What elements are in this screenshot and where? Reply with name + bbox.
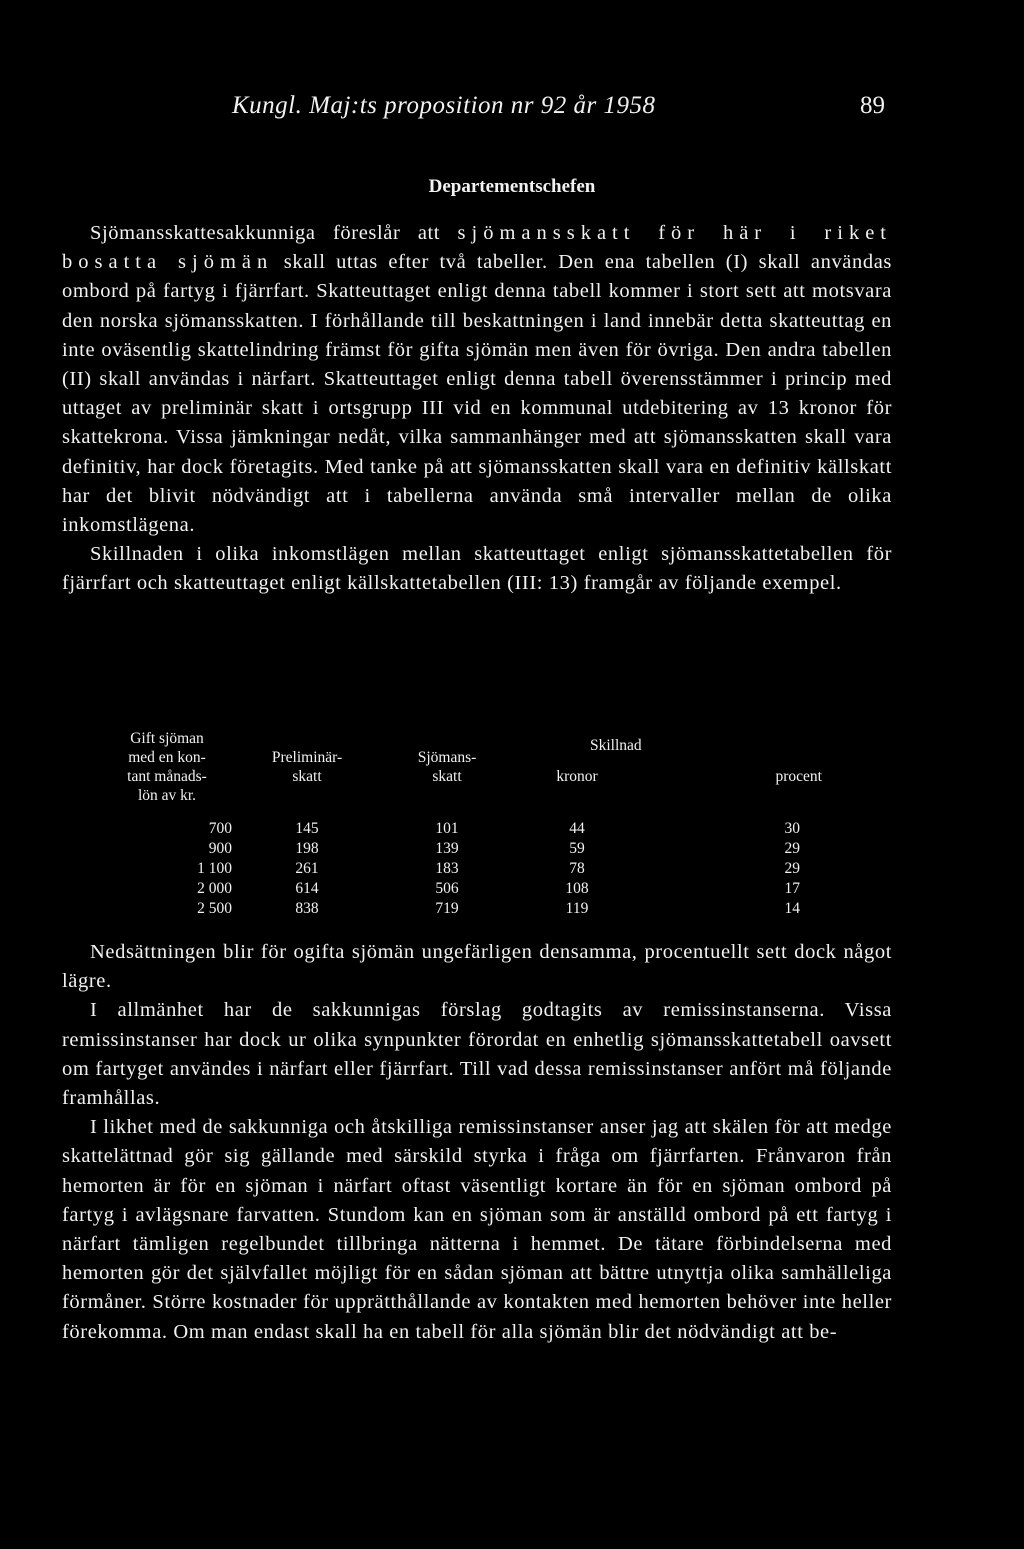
closing-paragraph-1: Nedsättningen blir för ogifta sjömän ungefärligen densamma, procentuellt sett dock något lägre. (62, 941, 892, 993)
intro-text-a: Sjömansskattesakkunniga föreslår att (90, 222, 458, 244)
closing-paragraph-2: I allmänhet har de sakkunnigas förslag godtagits av remissinstanserna. Vissa remissinstanser har dock ur olika synpunkter förordat en enhetlig sjömansskattetabell oavsett om fartyget användes i närfart eller fjärrfart. Till vad dessa remissinstanser anfört må följande framhållas. (62, 999, 892, 1110)
table-header-preliminary: Preliminär- skatt (271, 749, 343, 785)
tax-comparison-table (102, 729, 822, 919)
intro-text-b: skall uttas efter två tabeller. Den ena tabellen (I) skall användas ombord på fartyg i fjärrfart. Skatteuttaget enligt denna tabell kommer i stort sett att motsvara den norska sjömansskatten. I förhållande till beskattningen i land innebär detta skatteuttag en inte oväsentlig skattelindring främst för gifta sjömän men även för övriga. Den andra tabellen (II) skall användas i närfart. Skatteuttaget enligt denna tabell överensstämmer i princip med uttaget av preliminär skatt i ortsgrupp III vid en kommunal utdebitering av 13 kronor för skattekrona. Vissa jämkningar nedåt, vilka sammanhänger med att sjömansskatten skall vara definitiv, har dock företagits. Med tanke på att sjömansskatten skall vara en definitiv källskatt har det blivit nödvändigt att i tabellerna använda små intervaller mellan de olika inkomstlägena. (62, 251, 892, 537)
section-title: Departementschefen (428, 176, 596, 197)
table-header-skillnad: Skillnad (590, 737, 642, 754)
table-row: 2 000 614 506 108 17 (197, 880, 800, 897)
table-row: 2 500 838 719 119 14 (197, 900, 800, 917)
intro-text (62, 219, 892, 599)
intro-paragraph-2: Skillnaden i olika inkomstlägen mellan skatteuttaget enligt sjömansskattetabellen för fjärrfart och skatteuttaget enligt källskattetabellen (III: 13) framgår av följande exempel. (62, 543, 892, 595)
table-header-kronor: kronor (556, 768, 598, 785)
table-header-seaman-tax: Sjömans- skatt (417, 749, 477, 785)
page-number: 89 (860, 92, 885, 119)
table-header-row (102, 729, 822, 805)
intro-paragraph-1 (62, 219, 892, 540)
closing-text (62, 938, 892, 1347)
running-header: Kungl. Maj:ts proposition nr 92 år 1958 (232, 92, 656, 119)
table-header-salary: Gift sjöman med en kon- tant månads- lön av kr. (127, 730, 207, 804)
table-header-procent: procent (775, 768, 822, 785)
closing-paragraph-3: I likhet med de sakkunniga och åtskilliga remissinstanser anser jag att skälen för att medge skattelättnad gör sig gällande med särskild styrka i fråga om fjärrfarten. Frånvaron från hemorten är för en sjöman i närfart oftast väsentligt kortare än för en sjöman ombord på fartyg i avlägsnare farvatten. Stundom kan en sjöman som är anställd ombord på ett fartyg i närfart tämligen regelbundet tillbringa nätterna i hemmet. De tätare förbindelserna med hemorten gör det självfallet möjligt för en sådan sjöman att bättre utnyttja olika samhälleliga förmåner. Större kostnader för upprätthållande av kontakten med hemorten behöver inte heller förekomma. Om man endast skall ha en tabell för alla sjömän blir det nödvändigt att be- (62, 1116, 892, 1343)
table-row: 700 145 101 44 30 (208, 820, 800, 837)
table-row: 900 198 139 59 29 (208, 840, 800, 857)
intro-emphasis: sjömansskatt för här i riket bosatta sjömän (62, 222, 892, 274)
table-row: 1 100 261 183 78 29 (197, 860, 800, 877)
